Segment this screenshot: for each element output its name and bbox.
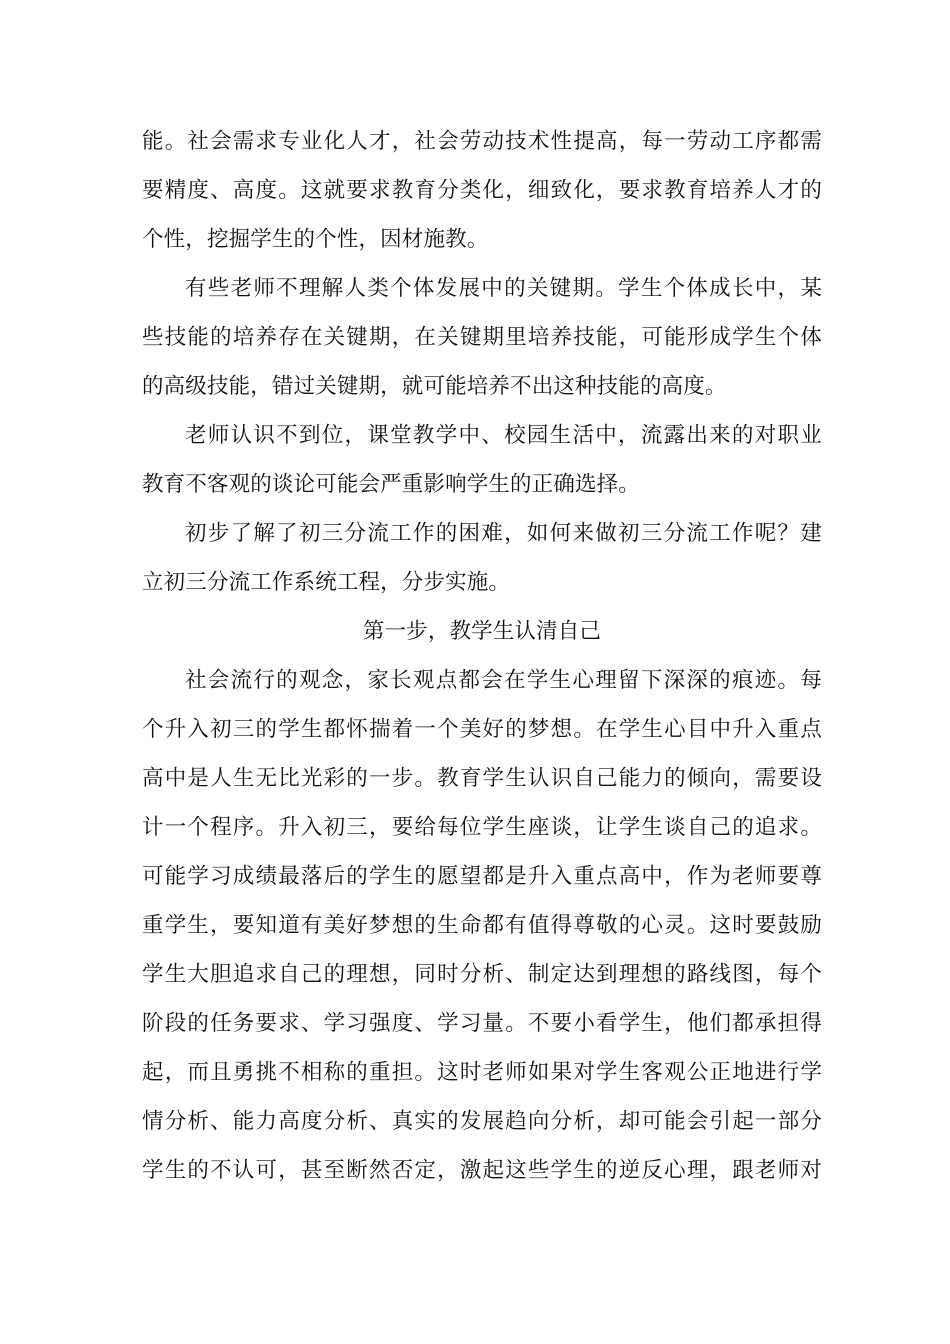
text-line: 能。社会需求专业化人才，社会劳动技术性提高，每一劳动工序都需 [142, 129, 822, 154]
text-line: 阶段的任务要求、学习强度、学习量。不要小看学生，他们都承担得 [142, 1011, 822, 1036]
text-line: 社会流行的观念，家长观点都会在学生心理留下深深的痕迹。每 [185, 668, 822, 693]
text-line: 计一个程序。升入初三，要给每位学生座谈，让学生谈自己的追求。 [142, 815, 822, 840]
text-line: 起，而且勇挑不相称的重担。这时老师如果对学生客观公正地进行学 [142, 1060, 822, 1085]
text-line: 个性，挖掘学生的个性，因材施教。 [142, 227, 489, 252]
text-line: 教育不客观的谈论可能会严重影响学生的正确选择。 [142, 472, 640, 497]
text-line: 个升入初三的学生都怀揣着一个美好的梦想。在学生心目中升入重点 [142, 717, 822, 742]
body-text [142, 117, 822, 1195]
text-line: 学生大胆追求自己的理想，同时分析、制定达到理想的路线图，每个 [142, 962, 822, 987]
text-line: 要精度、高度。这就要求教育分类化，细致化，要求教育培养人才的 [142, 178, 822, 203]
text-line: 老师认识不到位，课堂教学中、校园生活中，流露出来的对职业 [185, 423, 822, 448]
text-line: 重学生，要知道有美好梦想的生命都有值得尊敬的心灵。这时要鼓励 [142, 913, 822, 938]
text-line: 情分析、能力高度分析、真实的发展趋向分析，却可能会引起一部分 [142, 1109, 822, 1134]
text-line: 高中是人生无比光彩的一步。教育学生认识自己能力的倾向，需要设 [142, 766, 822, 791]
text-line: 立初三分流工作系统工程，分步实施。 [142, 570, 511, 595]
section-heading: 第一步，教学生认清自己 [362, 619, 602, 644]
text-line: 学生的不认可，甚至断然否定，激起这些学生的逆反心理，跟老师对 [142, 1158, 822, 1183]
text-line: 可能学习成绩最落后的学生的愿望都是升入重点高中，作为老师要尊 [142, 864, 822, 889]
text-line: 初步了解了初三分流工作的困难，如何来做初三分流工作呢？建 [185, 521, 822, 546]
text-line: 些技能的培养存在关键期，在关键期里培养技能，可能形成学生个体 [142, 325, 822, 350]
text-line: 的高级技能，错过关键期，就可能培养不出这种技能的高度。 [142, 374, 727, 399]
text-line: 有些老师不理解人类个体发展中的关键期。学生个体成长中，某 [185, 276, 822, 301]
